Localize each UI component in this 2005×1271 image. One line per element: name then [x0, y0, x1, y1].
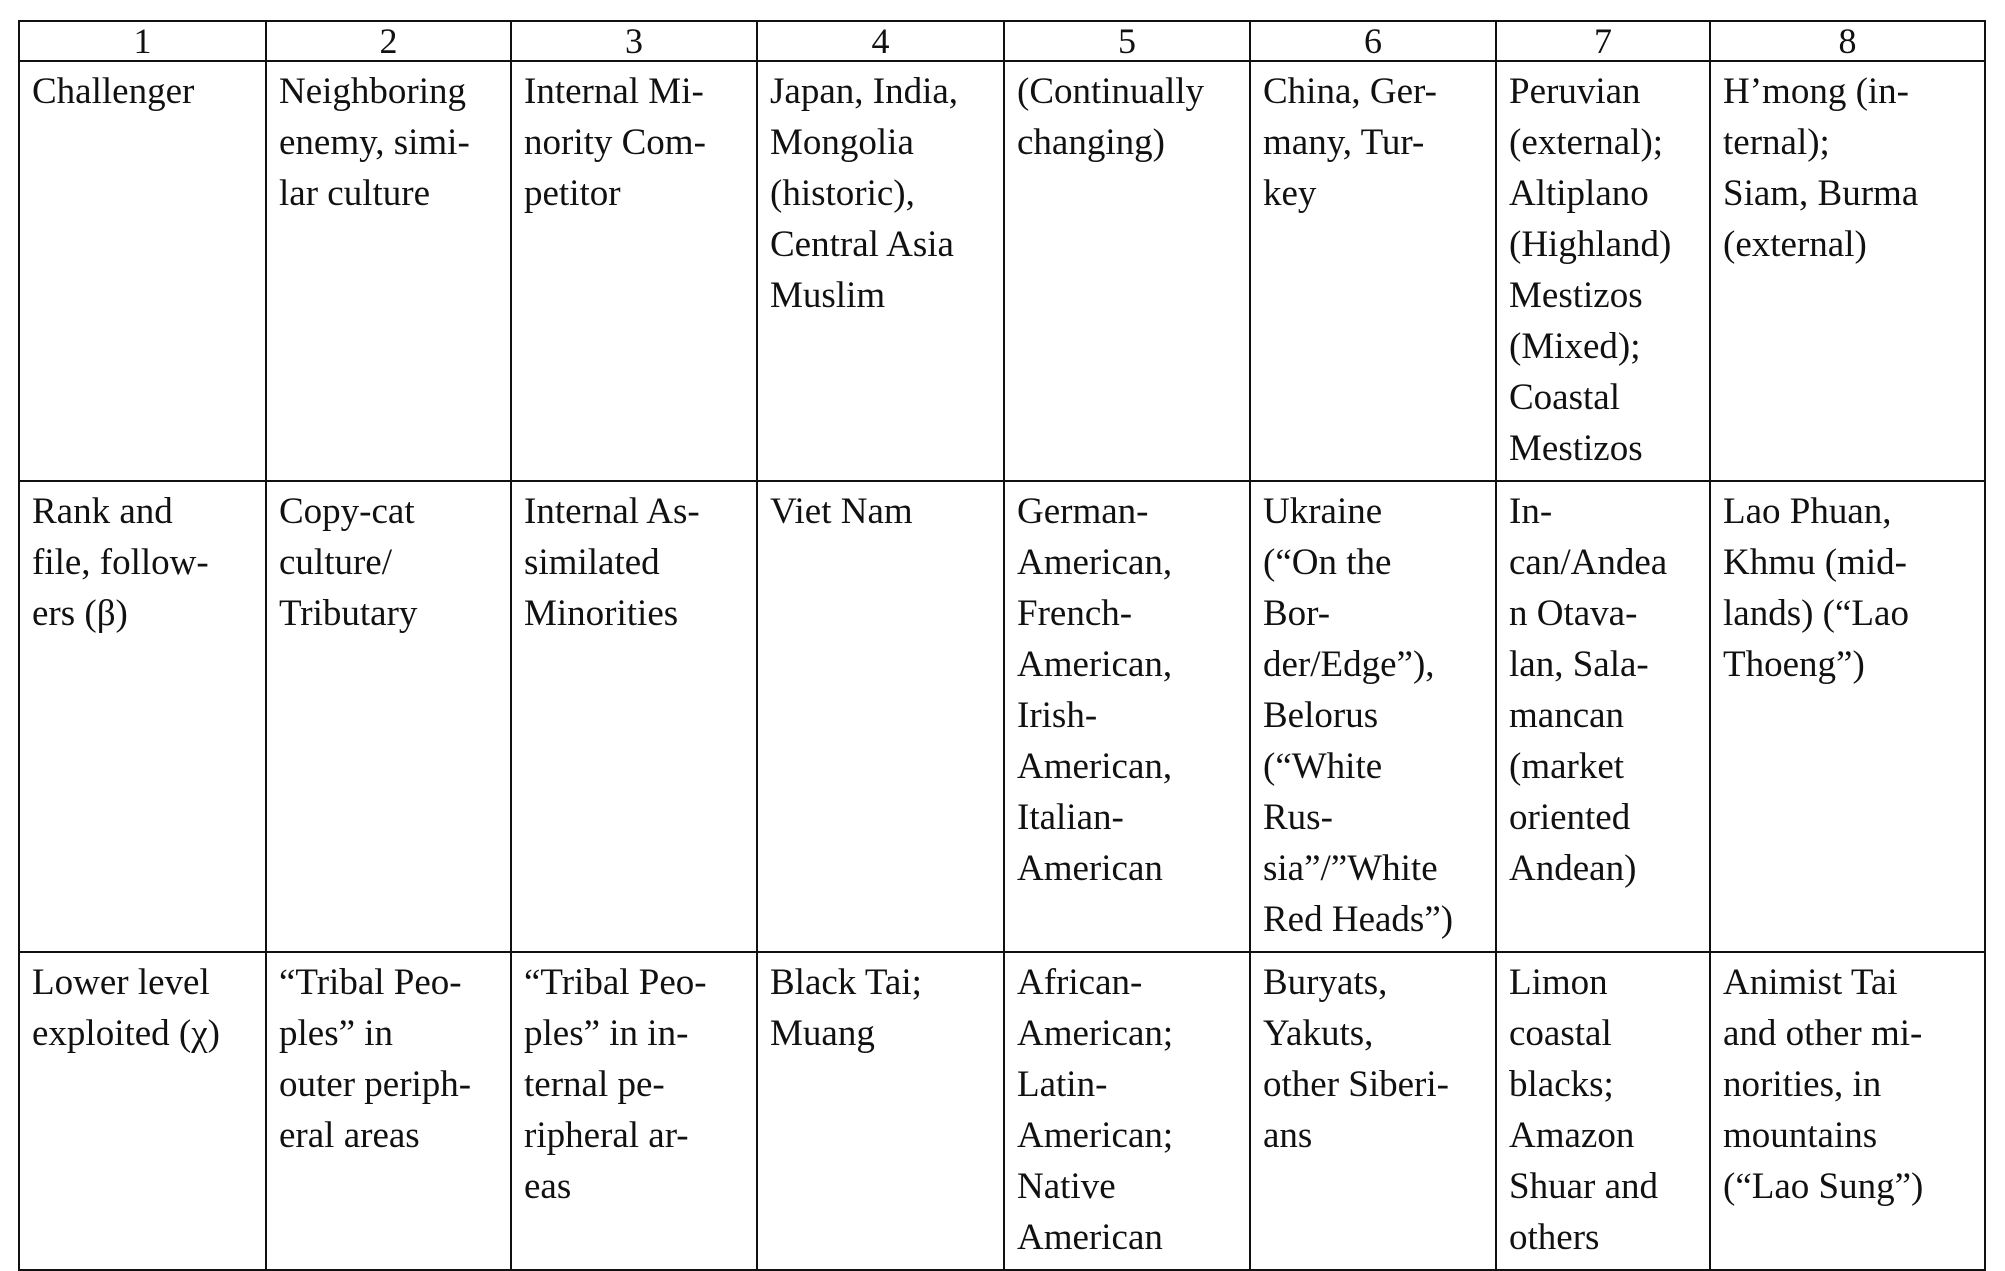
table-cell	[1496, 952, 1710, 1270]
column-header: 2	[266, 21, 511, 61]
cell-text-line: Muslim	[770, 275, 886, 316]
cell-text-line: Native	[1017, 1166, 1116, 1207]
header-row	[19, 21, 1985, 61]
table-cell	[1710, 952, 1985, 1270]
cell-text-line: Shuar and	[1509, 1166, 1658, 1207]
cell-text-line: ternal pe-	[524, 1064, 665, 1105]
cell-text-line: American,	[1017, 542, 1173, 583]
column-header: 3	[511, 21, 757, 61]
cell-text-line: Italian-	[1017, 797, 1124, 838]
cell-text-line: “Tribal Peo-	[279, 962, 462, 1003]
cell-text-line: (“Lao Sung”)	[1723, 1166, 1924, 1207]
cell-text-line: lands) (“Lao	[1723, 593, 1909, 634]
cell-text-line: key	[1263, 173, 1317, 214]
cell-text-line: others	[1509, 1217, 1600, 1258]
cell-text-line: Yakuts,	[1263, 1013, 1374, 1054]
table-cell	[266, 952, 511, 1270]
cell-text-line: Amazon	[1509, 1115, 1635, 1156]
cell-text-line: eas	[524, 1166, 572, 1207]
cell-text-line: Andean)	[1509, 848, 1637, 889]
cell-text-line: ples” in	[279, 1013, 394, 1054]
cell-text-line: enemy, simi-	[279, 122, 470, 163]
cell-text-line: lar culture	[279, 173, 430, 214]
table-cell	[1250, 61, 1496, 481]
cell-text-line: lan, Sala-	[1509, 644, 1649, 685]
cell-text-line: Coastal	[1509, 377, 1620, 418]
table-cell	[1250, 952, 1496, 1270]
cell-text-line: American	[1017, 848, 1163, 889]
cell-text-line: Peruvian	[1509, 71, 1641, 112]
cell-text-line: Ukraine	[1263, 491, 1383, 532]
cell-text-line: eral areas	[279, 1115, 420, 1156]
cell-text-line: sia”/”White	[1263, 848, 1438, 889]
cell-text-line: Minorities	[524, 593, 679, 634]
cell-text-line: China, Ger-	[1263, 71, 1437, 112]
comparison-table	[18, 20, 1986, 1271]
cell-text-line: ans	[1263, 1115, 1313, 1156]
cell-text-line: der/Edge”),	[1263, 644, 1435, 685]
cell-text-line: Rank and	[32, 491, 173, 532]
cell-text-line: Central Asia	[770, 224, 954, 265]
cell-text-line: culture/	[279, 542, 393, 583]
cell-text-line: Mestizos	[1509, 275, 1643, 316]
row-label-cell	[19, 952, 266, 1270]
table-cell	[266, 481, 511, 952]
table-cell	[1496, 61, 1710, 481]
cell-text-line: mancan	[1509, 695, 1625, 736]
cell-text-line: Lao Phuan,	[1723, 491, 1892, 532]
cell-text-line: Animist Tai	[1723, 962, 1898, 1003]
cell-text-line: blacks;	[1509, 1064, 1614, 1105]
cell-text-line: African-	[1017, 962, 1143, 1003]
cell-text-line: (Continually	[1017, 71, 1205, 112]
cell-text-line: Copy-cat	[279, 491, 415, 532]
cell-text-line: Challenger	[32, 71, 195, 112]
cell-text-line: Red Heads”)	[1263, 899, 1454, 940]
cell-text-line: Japan, India,	[770, 71, 959, 112]
table-cell	[511, 481, 757, 952]
cell-text-line: (external);	[1509, 122, 1664, 163]
cell-text-line: German-	[1017, 491, 1149, 532]
cell-text-line: Thoeng”)	[1723, 644, 1865, 685]
table-cell	[757, 481, 1004, 952]
column-header: 8	[1710, 21, 1985, 61]
cell-text-line: Lower level	[32, 962, 210, 1003]
column-header: 6	[1250, 21, 1496, 61]
table-cell	[757, 952, 1004, 1270]
cell-text-line: H’mong (in-	[1723, 71, 1909, 112]
table-cell	[1004, 61, 1250, 481]
cell-text-line: norities, in	[1723, 1064, 1882, 1105]
cell-text-line: other Siberi-	[1263, 1064, 1449, 1105]
cell-text-line: can/Andea	[1509, 542, 1668, 583]
cell-text-line: American;	[1017, 1013, 1174, 1054]
cell-text-line: Khmu (mid-	[1723, 542, 1907, 583]
cell-text-line: Bor-	[1263, 593, 1331, 634]
cell-text-line: American,	[1017, 644, 1173, 685]
cell-text-line: Siam, Burma	[1723, 173, 1919, 214]
table-cell	[1710, 61, 1985, 481]
cell-text-line: Mongolia	[770, 122, 914, 163]
table-cell	[757, 61, 1004, 481]
table-cell	[1496, 481, 1710, 952]
cell-text-line: file, follow-	[32, 542, 209, 583]
table-row-exploited	[19, 952, 1985, 1270]
cell-text-line: similated	[524, 542, 660, 583]
column-header: 7	[1496, 21, 1710, 61]
table-cell	[1250, 481, 1496, 952]
cell-text-line: outer periph-	[279, 1064, 472, 1105]
cell-text-line: n Otava-	[1509, 593, 1638, 634]
cell-text-line: (external)	[1723, 224, 1867, 265]
cell-text-line: American,	[1017, 746, 1173, 787]
cell-text-line: (Mixed);	[1509, 326, 1641, 367]
cell-text-line: Mestizos	[1509, 428, 1643, 469]
cell-text-line: (“On the	[1263, 542, 1392, 583]
cell-text-line: ripheral ar-	[524, 1115, 689, 1156]
cell-text-line: Internal As-	[524, 491, 700, 532]
cell-text-line: ternal);	[1723, 122, 1830, 163]
cell-text-line: In-	[1509, 491, 1553, 532]
cell-text-line: Tributary	[279, 593, 418, 634]
cell-text-line: mountains	[1723, 1115, 1878, 1156]
table-cell	[1004, 481, 1250, 952]
cell-text-line: “Tribal Peo-	[524, 962, 707, 1003]
column-header: 1	[19, 21, 266, 61]
table-row-followers	[19, 481, 1985, 952]
cell-text-line: Altiplano	[1509, 173, 1649, 214]
cell-text-line: Buryats,	[1263, 962, 1388, 1003]
table-cell	[1710, 481, 1985, 952]
cell-text-line: nority Com-	[524, 122, 706, 163]
cell-text-line: American;	[1017, 1115, 1174, 1156]
cell-text-line: ples” in in-	[524, 1013, 689, 1054]
cell-text-line: Neighboring	[279, 71, 467, 112]
table-row-challenger	[19, 61, 1985, 481]
cell-text-line: Viet Nam	[770, 491, 913, 532]
cell-text-line: changing)	[1017, 122, 1165, 163]
row-label-cell	[19, 61, 266, 481]
cell-text-line: (historic),	[770, 173, 915, 214]
cell-text-line: American	[1017, 1217, 1163, 1258]
cell-text-line: many, Tur-	[1263, 122, 1425, 163]
cell-text-line: and other mi-	[1723, 1013, 1923, 1054]
table-cell	[266, 61, 511, 481]
cell-text-line: Muang	[770, 1013, 875, 1054]
cell-text-line: Belorus	[1263, 695, 1379, 736]
cell-text-line: (market	[1509, 746, 1625, 787]
cell-text-line: (Highland)	[1509, 224, 1672, 265]
cell-text-line: coastal	[1509, 1013, 1612, 1054]
cell-text-line: oriented	[1509, 797, 1631, 838]
cell-text-line: Internal Mi-	[524, 71, 704, 112]
cell-text-line: petitor	[524, 173, 621, 214]
cell-text-line: Rus-	[1263, 797, 1333, 838]
cell-text-line: Latin-	[1017, 1064, 1108, 1105]
column-header: 5	[1004, 21, 1250, 61]
cell-text-line: Irish-	[1017, 695, 1098, 736]
cell-text-line: Limon	[1509, 962, 1608, 1003]
cell-text-line: Black Tai;	[770, 962, 922, 1003]
table-cell	[511, 952, 757, 1270]
table-cell	[1004, 952, 1250, 1270]
cell-text-line: ers (β)	[32, 593, 128, 634]
cell-text-line: French-	[1017, 593, 1133, 634]
row-label-cell	[19, 481, 266, 952]
table-cell	[511, 61, 757, 481]
cell-text-line: (“White	[1263, 746, 1383, 787]
column-header: 4	[757, 21, 1004, 61]
cell-text-line: exploited (χ)	[32, 1013, 220, 1054]
